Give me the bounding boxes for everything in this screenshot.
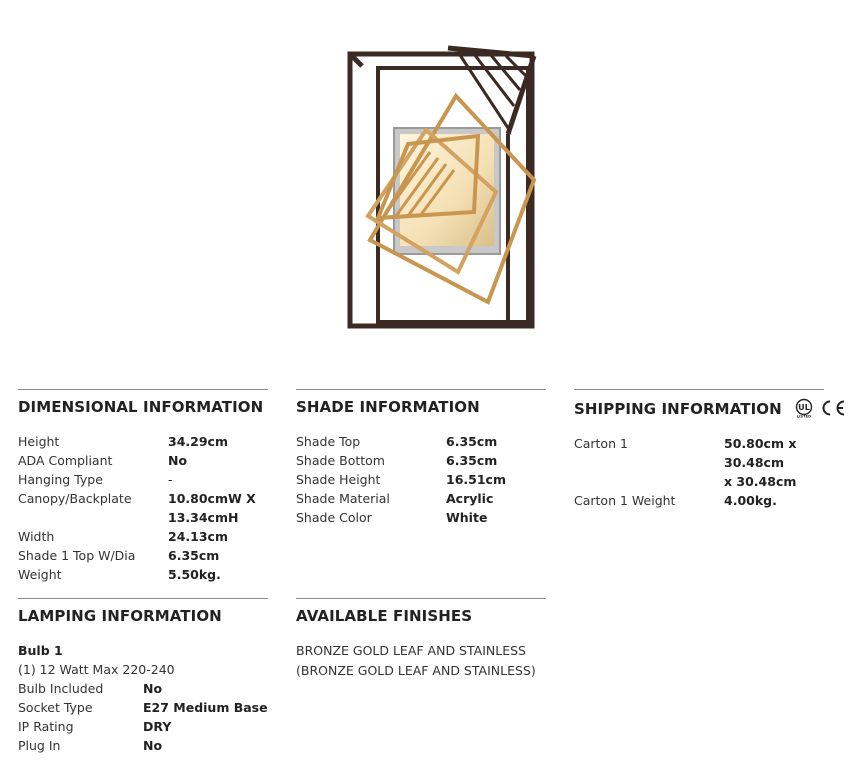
certification-marks (792, 398, 848, 418)
section-heading: SHADE INFORMATION (296, 398, 480, 416)
divider (18, 389, 268, 390)
spec-row: Shade Color White (296, 510, 488, 525)
finish-name: BRONZE GOLD LEAF AND STAINLESS (296, 643, 526, 658)
finish-name-detail: (BRONZE GOLD LEAF AND STAINLESS) (296, 663, 536, 678)
spec-row: ADA Compliant No (18, 453, 188, 468)
section-heading: AVAILABLE FINISHES (296, 607, 473, 625)
spec-row: Height 34.29cm (18, 434, 228, 449)
spec-row: Width 24.13cm (18, 529, 228, 544)
spec-row-continued: x 30.48cm (724, 474, 797, 489)
finishes-section (296, 598, 546, 681)
spec-row: Shade Height 16.51cm (296, 472, 506, 487)
shade-section (296, 389, 546, 527)
spec-row: Hanging Type - (18, 472, 173, 487)
bulb-description: (1) 12 Watt Max 220-240 (18, 662, 175, 677)
divider (574, 389, 824, 390)
spec-row: Shade Material Acrylic (296, 491, 494, 506)
product-image (338, 40, 546, 336)
svg-text:UL: UL (797, 403, 810, 412)
spec-row: Shade Top 6.35cm (296, 434, 498, 449)
ul-listed-icon (796, 400, 811, 419)
spec-row: Bulb Included No (18, 681, 163, 696)
spec-row: Carton 1 Weight 4.00kg. (574, 493, 777, 508)
dimensional-section (18, 389, 268, 584)
spec-row-continued: 13.34cmH (168, 510, 239, 525)
spec-row: Canopy/Backplate 10.80cmW X (18, 491, 256, 506)
ce-mark-icon (823, 402, 844, 415)
spec-row: Socket Type E27 Medium Base (18, 700, 268, 715)
wall-sconce-illustration (338, 40, 546, 336)
section-heading: DIMENSIONAL INFORMATION (18, 398, 264, 416)
spec-row: Plug In No (18, 738, 163, 753)
spec-row: Weight 5.50kg. (18, 567, 221, 582)
section-heading: SHIPPING INFORMATION UL LISTED (574, 398, 844, 418)
svg-text:LISTED: LISTED (796, 414, 811, 418)
bulb-title: Bulb 1 (18, 643, 63, 658)
spec-row: Shade 1 Top W/Dia 6.35cm (18, 548, 220, 563)
divider (18, 598, 268, 599)
shipping-section (574, 389, 844, 510)
divider (296, 389, 546, 390)
divider (296, 598, 546, 599)
spec-row: Carton 1 50.80cm x 30.48cm (574, 436, 797, 470)
section-heading: LAMPING INFORMATION (18, 607, 222, 625)
spec-row: Shade Bottom 6.35cm (296, 453, 498, 468)
lamping-section (18, 598, 268, 755)
spec-row: IP Rating DRY (18, 719, 172, 734)
